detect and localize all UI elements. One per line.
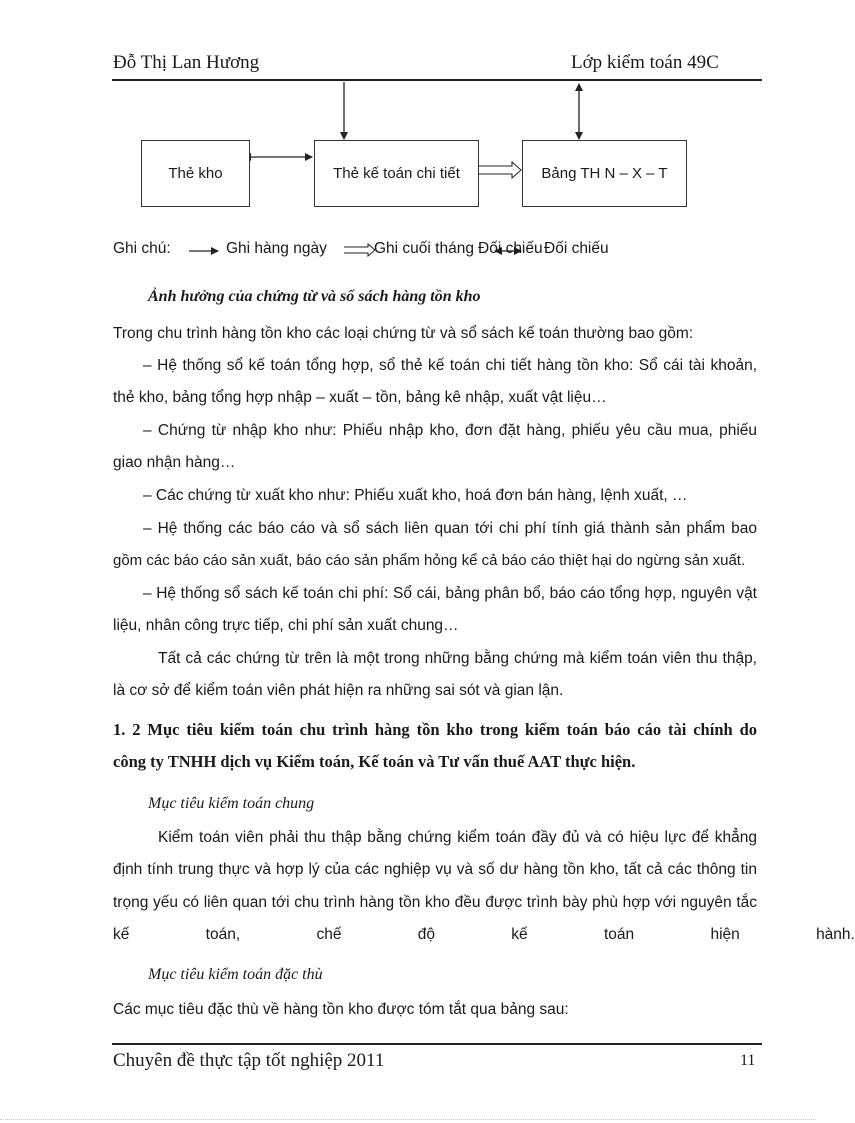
monthly-arrow-detail-summary [479,162,521,178]
page-bottom-edge [0,1119,816,1120]
section-influence-title: Ảnh hưởng của chứng từ và sổ sách hàng tồn kho [148,288,481,305]
box-stock-card: Thẻ kho [141,140,250,207]
general-line1: Kiểm toán viên phải thu thập bằng chứng kiểm toán đầy đủ và có hiệu lực để khẳng [158,829,757,846]
influence-conclusion-line1: Tất cả các chứng từ trên là một trong những bằng chứng mà kiểm toán viên thu thập, [158,650,757,667]
legend-monthly-label: Ghi cuối tháng [374,240,474,257]
box-summary-table: Bảng TH N – X – T [522,140,687,207]
influence-item2-line2: giao nhận hàng… [113,454,236,471]
legend-reconcile-label: Đối chiếu [544,240,609,257]
section-objectives-title-line1: 1. 2 Mục tiêu kiểm toán chu trình hàng tồn kho trong kiểm toán báo cáo tài chính do [113,720,757,739]
page-number: 11 [740,1052,756,1069]
influence-item2-line1: – Chứng từ nhập kho như: Phiếu nhập kho, đơn đặt hàng, phiếu yêu cầu mua, phiếu [143,422,757,439]
legend-reconcile-overlap-label: Đối chiếu [478,240,543,257]
legend-daily-label: Ghi hàng ngày [226,240,327,257]
influence-item4-line2: gồm các báo cáo sản xuất, báo cáo sản phẩm hỏng kể cả báo cáo thiệt hại do ngừng sản xuất. [113,552,746,569]
legend-monthly-arrow [344,244,375,256]
influence-conclusion-line2: là cơ sở để kiểm toán viên phát hiện ra những sai sót và gian lận. [113,682,564,699]
section-objectives-title-line2: công ty TNHH dịch vụ Kiểm toán, Kế toán và Tư vấn thuế AAT thực hiện. [113,752,636,771]
influence-item3-line1: – Các chứng từ xuất kho như: Phiếu xuất kho, hoá đơn bán hàng, lệnh xuất, … [143,487,688,504]
influence-item1-line2: thẻ kho, bảng tổng hợp nhập – xuất – tồn, bảng kê nhập, xuất vật liệu… [113,389,607,406]
specific-line1: Các mục tiêu đặc thù về hàng tồn kho được tóm tắt qua bảng sau: [113,1001,569,1018]
box-detail-accounting-card: Thẻ kế toán chi tiết [314,140,479,207]
header-class: Lớp kiểm toán 49C [571,52,719,73]
general-line4: kế toán, chế độ kế toán hiện hành. [113,926,855,943]
header-author: Đỗ Thị Lan Hương [113,52,260,73]
legend-label: Ghi chú: [113,240,171,257]
influence-item5-line2: liệu, nhân công trực tiếp, chi phí sản xuất chung… [113,617,459,634]
general-line3: trọng yếu có liên quan tới chu trình hàng tồn kho đều được trình bày phù hợp với nguyên tắc [113,894,757,911]
specific-objectives-heading: Mục tiêu kiểm toán đặc thù [148,966,323,983]
influence-intro: Trong chu trình hàng tồn kho các loại chứng từ và sổ sách kế toán thường bao gồm: [113,325,694,342]
general-objectives-heading: Mục tiêu kiểm toán chung [148,795,315,812]
influence-item1-line1: – Hệ thống sổ kế toán tổng hợp, sổ thẻ kế toán chi tiết hàng tồn kho: Sổ cái tài khoản, [143,357,757,374]
influence-item5-line1: – Hệ thống sổ sách kế toán chi phí: Sổ cái, bảng phân bổ, báo cáo tổng hợp, nguyên vật [143,585,757,602]
general-line2: định tính trung thực và hợp lý của các nghiệp vụ và số dư hàng tồn kho, tất cả các thông tin [113,861,757,878]
influence-item4-line1: – Hệ thống các báo cáo và sổ sách liên quan tới chi phí tính giá thành sản phẩm bao [143,520,757,537]
footer-title: Chuyên đề thực tập tốt nghiệp 2011 [113,1050,385,1071]
footer-rule [112,1043,762,1045]
